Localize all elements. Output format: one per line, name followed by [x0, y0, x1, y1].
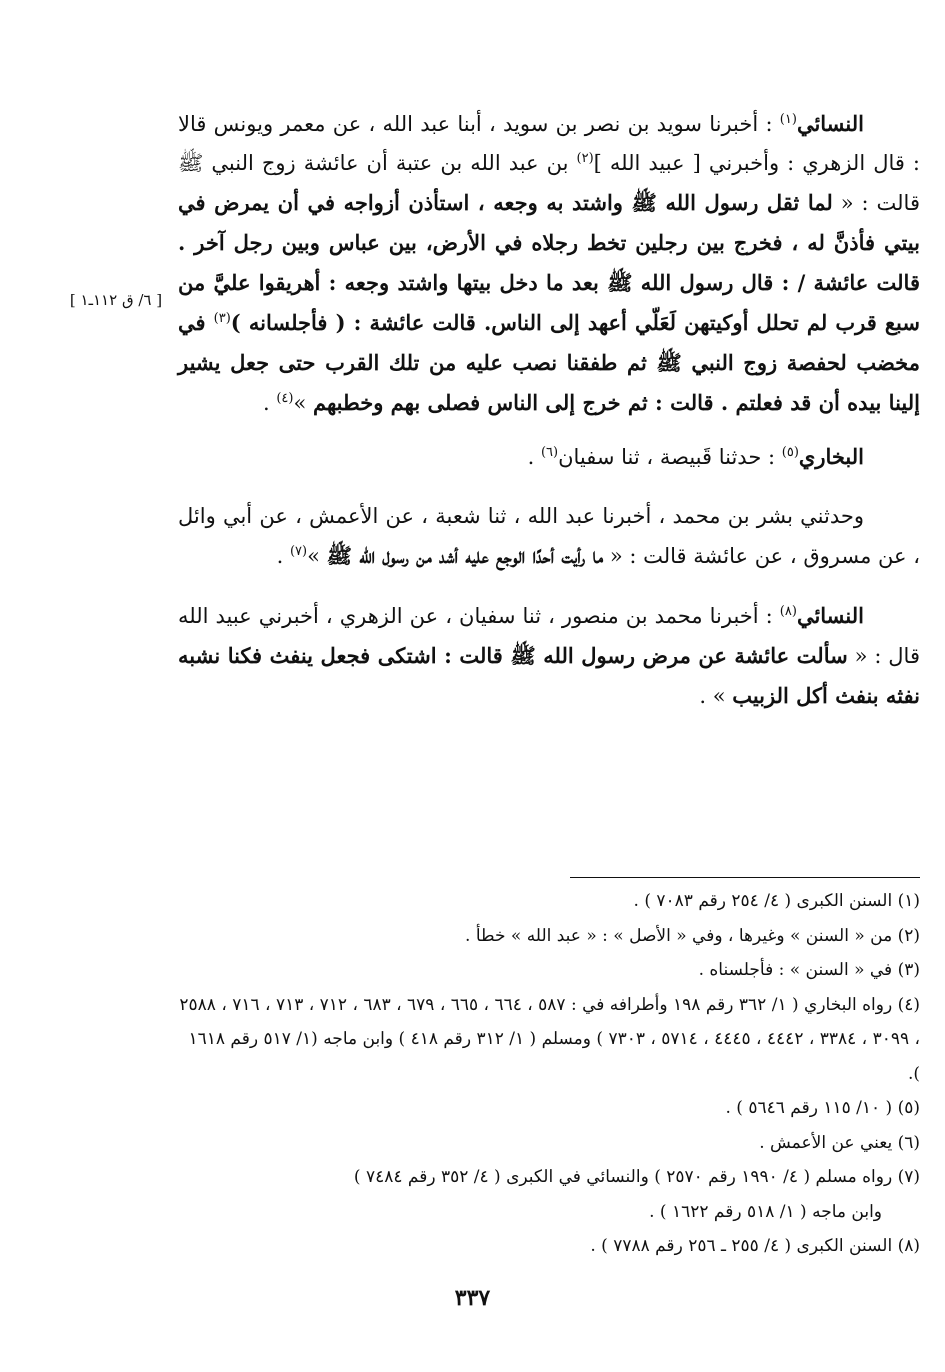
paragraph-4: [178, 596, 920, 716]
hadith-text: ما رأيت أحدًا الوجع عليه أشد من رسول الله ﷺ: [326, 543, 604, 568]
footnote-ref: (٥): [781, 445, 799, 460]
source-name: النسائي: [796, 111, 864, 136]
paragraph-1: [178, 104, 920, 423]
footnote-ref: (٨): [779, 604, 797, 619]
hadith-text: قالت عائشة : ( فأجلسانه ): [230, 310, 484, 335]
footnote-2: (٢) من « السنن » وغيرها ، وفي « الأصل » : « عبد الله » خطأ .: [465, 925, 920, 946]
main-text: [178, 104, 920, 716]
footnote-ref: (٢): [576, 151, 594, 166]
quote-close: »: [307, 544, 327, 568]
isnad-text: : أخبرنا سويد بن نصر بن سويد ، أبنا عبد الله ، عن معمر ويونس قالا : قال الزهري : وأخبرني [ عبيد الله ]: [178, 112, 921, 175]
quote-close: » .: [699, 684, 733, 708]
hadith-text: سألت عائشة عن مرض رسول الله ﷺ قالت : اشتكى فجعل ينفث فكنا نشبه نفثه بنفث أكل الزبيب: [178, 643, 920, 708]
hadith-text: في مخضب لحفصة زوج النبي ﷺ ثم طفقنا نصب عليه من تلك القرب حتى جعل يشير إلينا بيده أن قد فعلتم . قالت : ثم خرج إلى الناس فصلى بهم وخطبهم: [178, 310, 920, 415]
source-name: النسائي: [796, 603, 864, 628]
footnote-ref: (٦): [540, 445, 559, 460]
page-number: ٣٣٧: [454, 1285, 491, 1311]
footnote-5: (٥) ( ١٠/ ١١٥ رقم ٥٦٤٦ ) .: [725, 1098, 920, 1118]
punctuation: .: [527, 445, 541, 469]
footnote-ref: (٤): [276, 391, 294, 406]
footnote-4: (٤) رواه البخاري ( ١/ ٣٦٢ رقم ١٩٨ وأطرافه في : ٥٨٧ ، ٦٦٤ ، ٦٦٥ ، ٦٧٩ ، ٦٨٣ ، ٧١٢ ، ٧١٣ ، ٧١٦ ، ٢٥٨٨ ، ٣٠٩٩ ، ٣٣٨٤ ، ٤٤٤٢ ، ٤٤٤٥ ، ٥٧١٤ ، ٧٣٠٣ ) ومسلم ( ١/ ٣١٢ رقم ٤١٨ ) وابن ماجه (١/ ٥١٧ رقم ١٦١٨ ).: [179, 994, 920, 1084]
footnote-1: (١) السنن الكبرى ( ٤/ ٢٥٤ رقم ٧٠٨٣ ) .: [633, 891, 920, 911]
punctuation: .: [262, 391, 277, 415]
footnote-7: (٧) رواه مسلم ( ٤/ ١٩٩٠ رقم ٢٥٧٠ ) والنسائي في الكبرى ( ٤/ ٣٥٢ رقم ٧٤٨٤ ): [353, 1167, 920, 1187]
footnote-3: (٣) في « السنن » : فأجلسناه .: [698, 960, 920, 980]
footnote-ref: (١): [779, 112, 797, 127]
isnad-text: بن عبد الله بن عتبة أن عائشة زوج النبي ﷺ قالت : «: [178, 151, 920, 215]
hadith-text: لما ثقل رسول الله ﷺ واشتد به وجعه ، استأذن أزواجه في أن يمرض في بيتي فأذنَّ له ، فخرج بين رجلين تخط رجلاه في الأرض، بين عباس وبين رجل آخر . قالت عائشة / : قال رسول الله ﷺ بعد ما دخل بيتها واشتد وجعه : أهريقوا عليَّ من سبع قرب لم تحلل أوكيتهن لَعَلّي أعهد إلى الناس.: [178, 190, 920, 335]
footnote-separator: [570, 877, 920, 878]
punctuation: .: [276, 544, 290, 568]
footnote-ref: (٧): [289, 544, 308, 559]
footnote-ref: (٣): [213, 311, 231, 326]
isnad-text: وحدثني بشر بن محمد ، أخبرنا عبد الله ، ثنا شعبة ، عن الأعمش ، عن أبي وائل ، عن مسروق ، عن عائشة قالت : «: [178, 504, 920, 568]
footnote-8: (٨) السنن الكبرى ( ٤/ ٢٥٥ ـ ٢٥٦ رقم ٧٧٨٨ ) .: [590, 1236, 920, 1256]
footnote-7-continuation: وابن ماجه ( ١/ ٥١٨ رقم ١٦٢٢ ) .: [649, 1201, 882, 1222]
paragraph-3: [178, 497, 920, 576]
footnote-6: (٦) يعني عن الأعمش .: [759, 1132, 920, 1153]
manuscript-folio-marker: [ ٦/ ق ١١٢ـ١ ]: [69, 291, 163, 309]
quote-close: »: [293, 391, 314, 415]
source-name: البخاري: [798, 444, 864, 469]
footnotes: [178, 884, 920, 1264]
isnad-text: : أخبرنا محمد بن منصور ، ثنا سفيان ، عن الزهري ، أخبرني عبيد الله قال : «: [178, 604, 920, 668]
isnad-text: : حدثنا قَبيصة ، ثنا سفيان: [558, 445, 782, 469]
paragraph-2: [178, 437, 920, 477]
